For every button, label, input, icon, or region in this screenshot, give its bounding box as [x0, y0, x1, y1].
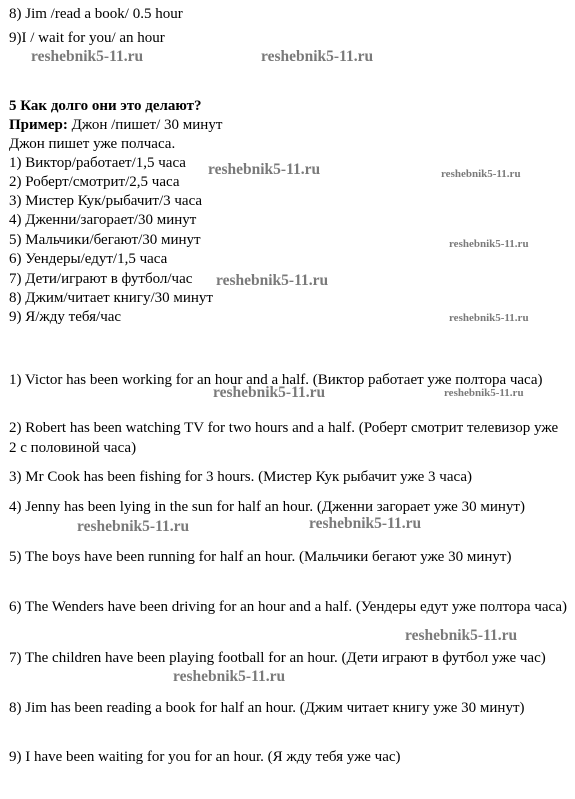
example-line	[9, 116, 222, 135]
example-text: Джон /пишет/ 30 минут	[67, 117, 223, 133]
watermark: reshebnik5-11.ru	[309, 515, 422, 532]
exercise-item-1: 1) Виктор/работает/1,5 часа	[9, 155, 186, 171]
exercise-item-2: 2) Роберт/смотрит/2,5 часа	[9, 174, 180, 190]
exercise-item-9: 9) Я/жду тебя/час	[9, 309, 122, 325]
exercise-item-6: 6) Уендеры/едут/1,5 часа	[9, 251, 168, 267]
watermark: reshebnik5-11.ru	[261, 48, 374, 65]
exercise-item-7: 7) Дети/играют в футбол/час	[9, 271, 193, 287]
answer-5: 5) The boys have been running for half an hour. (Мальчики бегают уже 30 минут)	[9, 549, 512, 565]
answer-6: 6) The Wenders have been driving for an hour and a half. (Уендеры едут уже полтора часа)	[9, 599, 568, 615]
answer-4: 4) Jenny has been lying in the sun for half an hour. (Дженни загорает уже 30 минут)	[9, 499, 525, 515]
watermark: reshebnik5-11.ru	[213, 384, 326, 401]
watermark: reshebnik5-11.ru	[216, 272, 329, 289]
exercise-heading: 5 Как долго они это делают?	[9, 98, 202, 114]
top-item-8: 8) Jim /read a book/ 0.5 hour	[9, 6, 183, 22]
exercise-item-4: 4) Дженни/загорает/30 минут	[9, 212, 197, 228]
example-label: Пример:	[9, 117, 68, 133]
example-answer: Джон пишет уже полчаса.	[9, 136, 176, 152]
exercise-item-3: 3) Мистер Кук/рыбачит/3 часа	[9, 193, 203, 209]
watermark: reshebnik5-11.ru	[449, 312, 529, 324]
watermark: reshebnik5-11.ru	[31, 48, 144, 65]
watermark: reshebnik5-11.ru	[441, 168, 521, 180]
watermark: reshebnik5-11.ru	[173, 668, 286, 685]
answer-3: 3) Mr Cook has been fishing for 3 hours. (Мистер Кук рыбачит уже 3 часа)	[9, 469, 472, 485]
answer-7: 7) The children have been playing football for an hour. (Дети играют в футбол уже час)	[9, 650, 546, 666]
answer-2: 2) Robert has been watching TV for two hours and a half. (Роберт смотрит телевизор уже 2 с половиной часа)	[9, 420, 559, 456]
answer-9: 9) I have been waiting for you for an hour. (Я жду тебя уже час)	[9, 749, 401, 765]
top-item-9: 9)I / wait for you/ an hour	[9, 30, 165, 46]
answer-1: 1) Victor has been working for an hour and a half. (Виктор работает уже полтора часа)	[9, 372, 543, 388]
exercise-item-8: 8) Джим/читает книгу/30 минут	[9, 290, 213, 306]
watermark: reshebnik5-11.ru	[208, 161, 321, 178]
watermark: reshebnik5-11.ru	[405, 627, 518, 644]
exercise-item-5: 5) Мальчики/бегают/30 минут	[9, 232, 201, 248]
answer-8: 8) Jim has been reading a book for half an hour. (Джим читает книгу уже 30 минут)	[9, 700, 525, 716]
watermark: reshebnik5-11.ru	[444, 387, 524, 399]
watermark: reshebnik5-11.ru	[77, 518, 190, 535]
watermark: reshebnik5-11.ru	[449, 238, 529, 250]
